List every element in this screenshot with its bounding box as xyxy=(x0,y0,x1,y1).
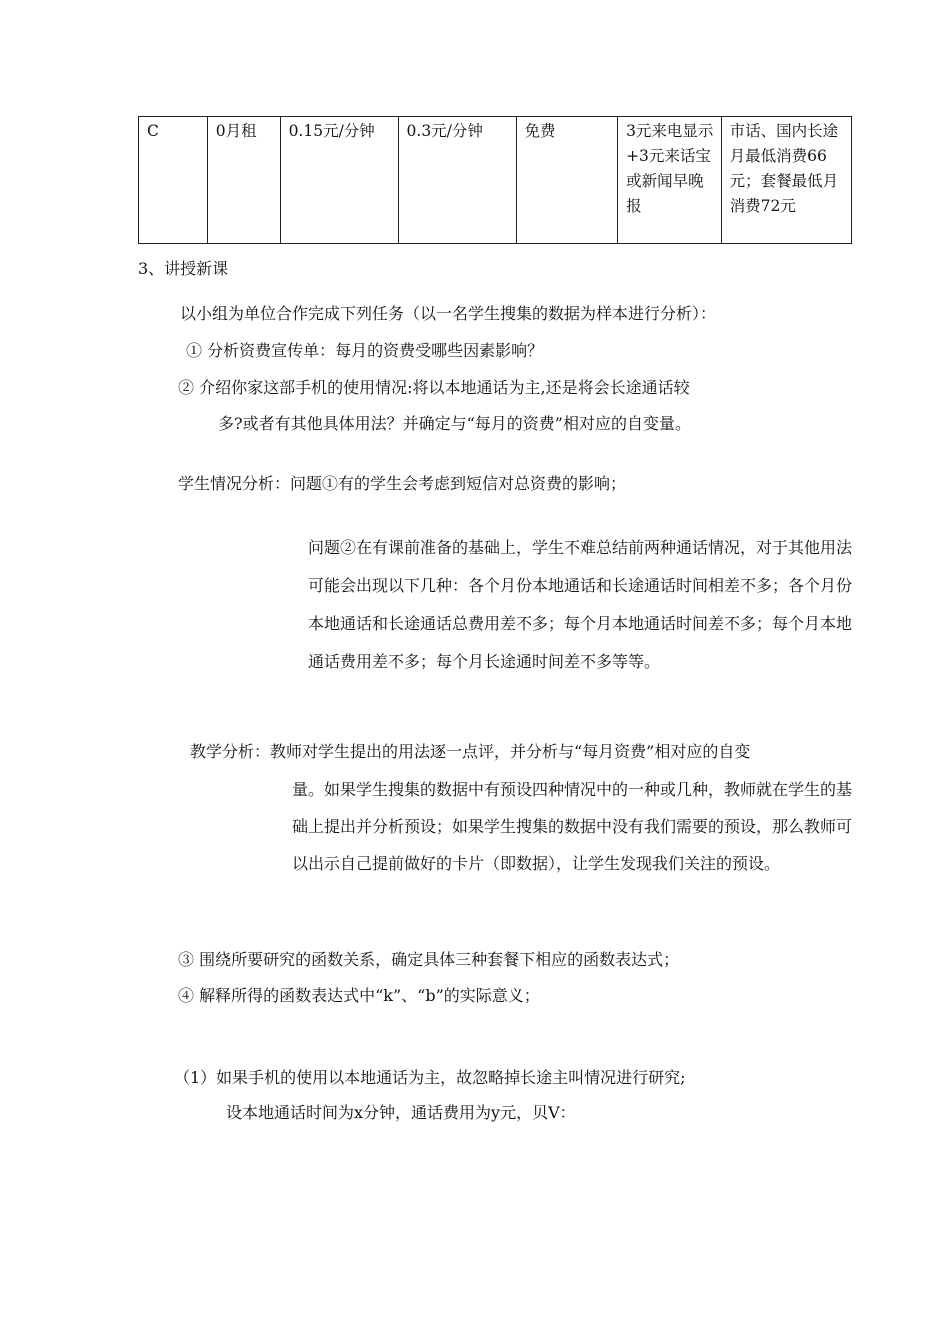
case-1-heading: （1）如果手机的使用以本地通话为主，故忽略掉长途主叫情况进行研究; xyxy=(174,1068,686,1087)
note-text: 市话、国内长途月最低消费66元；套餐最低月消费72元 xyxy=(729,122,839,215)
plan-cell: C xyxy=(139,117,208,244)
incoming-call-cell: 免费 xyxy=(516,117,618,244)
task-item-2: ② 介绍你家这部手机的使用情况:将以本地通话为主,还是将会长途通话较 xyxy=(178,378,690,397)
student-analysis-heading: 学生情况分析：问题①有的学生会考虑到短信对总资费的影响； xyxy=(178,474,627,493)
section-title: 3、讲授新课 xyxy=(138,259,229,278)
task-item-1: ① 分析资费宣传单：每月的资费受哪些因素影响？ xyxy=(186,341,544,360)
case-1-setup: 设本地通话时间为x分钟，通话费用为y元，贝V： xyxy=(226,1103,576,1122)
long-distance-rate-cell: 0.3元/分钟 xyxy=(398,117,516,244)
note-cell xyxy=(721,117,851,244)
local-rate-cell xyxy=(280,117,398,244)
value-added-cell xyxy=(618,117,722,244)
value-added-text: 3元来电显示+3元来话宝或新闻早晚报 xyxy=(626,122,714,215)
task-item-4: ④ 解释所得的函数表达式中“k”、“b”的实际意义； xyxy=(178,986,540,1005)
tariff-table xyxy=(138,116,852,244)
teaching-analysis-body: 量。如果学生搜集的数据中有预设四种情况中的一种或几种，教师就在学生的基础上提出并分析预设；如果学生搜集的数据中没有我们需要的预设，那么教师可以出示自己提前做好的卡片（即数据），让学生发现我们关注的预设。 xyxy=(292,780,853,873)
local-rate-text: 0.15元/分钟 xyxy=(288,122,375,140)
teaching-analysis-heading: 教学分析：教师对学生提出的用法逐一点评，并分析与“每月资费”相对应的自变 xyxy=(190,742,751,761)
task-intro: 以小组为单位合作完成下列任务（以一名学生搜集的数据为样本进行分析）： xyxy=(180,304,717,323)
student-analysis-body: 问题②在有课前准备的基础上，学生不难总结前两种通话情况，对于其他用法可能会出现以下几种：各个月份本地通话和长途通话时间相差不多；各个月份本地通话和长途通话总费用差不多；每个月本地通话时间差不多；每个月本地通话费用差不多；每个月长途通时间差不多等等。 xyxy=(308,538,853,671)
task-item-3: ③ 围绕所要研究的函数关系，确定具体三种套餐下相应的函数表达式； xyxy=(178,950,680,969)
task-item-2-cont: 多?或者有其他具体用法？并确定与“每月的资费”相对应的自变量。 xyxy=(218,414,691,433)
monthly-rent-cell: 0月租 xyxy=(207,117,280,244)
table-row xyxy=(139,117,852,244)
